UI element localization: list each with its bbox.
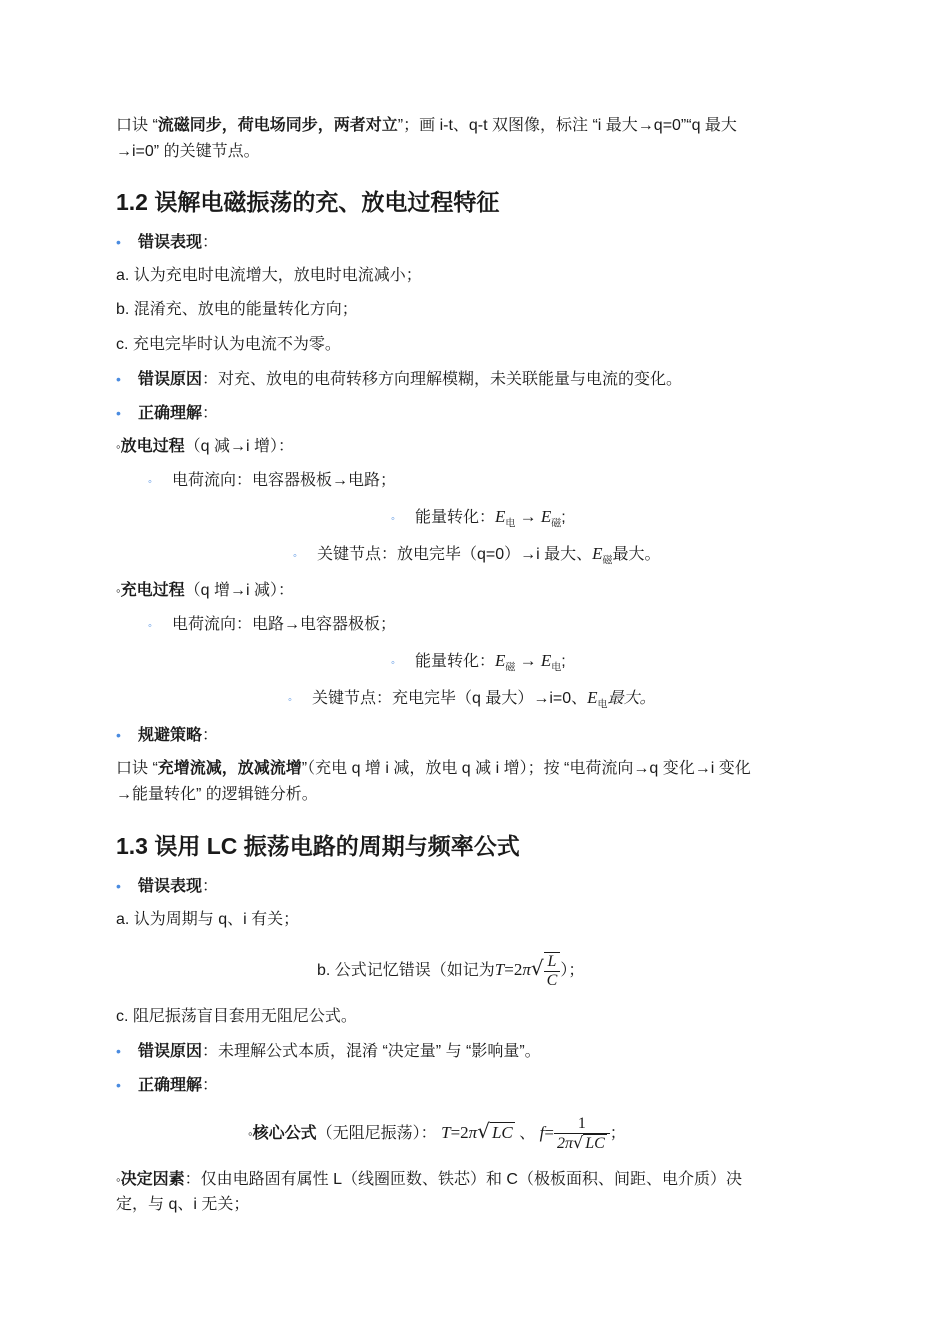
colon: ： xyxy=(202,234,219,251)
label: 充电过程 xyxy=(120,582,185,599)
circle-bullet-icon: ◦ xyxy=(116,583,121,598)
numerator: 1 xyxy=(554,1115,610,1134)
separator: 、 xyxy=(519,1125,536,1142)
math-eq: = xyxy=(544,1123,554,1142)
circle-bullet-icon: ◦ xyxy=(148,620,152,632)
circle-bullet-icon: ◦ xyxy=(116,439,121,454)
numerator: L xyxy=(544,953,561,972)
bullet-correct-understanding xyxy=(116,401,218,426)
label: 错误表现 xyxy=(138,878,203,895)
strategy-text: ”（充电 q 增 i 减，放电 q 减 i 增）；按 “电荷流向→q 变化→i 变化 xyxy=(301,760,751,777)
math-symbol: E xyxy=(587,688,598,707)
key-text: 最大。 xyxy=(612,546,661,563)
wrong-formula xyxy=(495,960,531,979)
core-formula xyxy=(248,1107,626,1158)
bullet-dot-icon: • xyxy=(116,878,121,894)
punct: ； xyxy=(609,1125,626,1142)
math-energy xyxy=(592,544,613,567)
circle-bullet-icon: ◦ xyxy=(288,694,292,706)
bullet-dot-icon: • xyxy=(116,1043,121,1059)
error-item-a: a. 认为充电时电流增大，放电时电流减小； xyxy=(116,267,422,284)
flow-text: 电荷流向：电容器极板→电路； xyxy=(172,472,397,489)
key-text: 最大。 xyxy=(607,688,656,707)
math-symbol: E xyxy=(592,544,603,563)
bullet-dot-icon: • xyxy=(116,405,121,421)
punct: ; xyxy=(561,653,566,670)
circle-bullet-icon: ◦ xyxy=(148,476,152,488)
label: 错误原因 xyxy=(138,1043,203,1060)
math-eq: =2 xyxy=(450,1123,469,1142)
charge-process xyxy=(116,579,294,603)
error-text: b. 公式记忆错误（如记为 xyxy=(317,962,495,979)
label: 决定因素 xyxy=(120,1171,185,1188)
math-sub: 电 xyxy=(551,662,562,674)
math-radicand: LC xyxy=(585,1134,605,1152)
bullet-correct-understanding-2 xyxy=(116,1073,218,1098)
math-sub: 磁 xyxy=(505,662,516,674)
fraction-frequency xyxy=(554,1115,610,1153)
discharge-energy xyxy=(391,505,566,536)
energy-label: 能量转化： xyxy=(415,653,496,670)
sqrt-icon: √ xyxy=(530,956,544,980)
math-pi: π xyxy=(522,960,531,979)
error-text: ）； xyxy=(560,962,585,979)
label: 正确理解 xyxy=(138,1077,203,1094)
intro-text: 口诀 “ xyxy=(116,117,158,134)
error-item-b: b. 混淆充、放电的能量转化方向； xyxy=(116,301,358,318)
energy-label: 能量转化： xyxy=(415,509,496,526)
note: （q 增→i 减）： xyxy=(184,582,294,599)
arrow: → xyxy=(519,651,537,670)
discharge-process xyxy=(116,435,294,459)
key-text: 关键节点：充电完毕（q 最大）→i=0、 xyxy=(312,690,588,707)
strategy-text: 口诀 “ xyxy=(116,760,158,777)
colon: ： xyxy=(202,1077,219,1094)
label: 正确理解 xyxy=(138,405,203,422)
section-heading-1-3: 1.3 误用 LC 振荡电路的周期与频率公式 xyxy=(116,833,520,859)
energy-formula xyxy=(495,507,562,530)
charge-flow xyxy=(148,613,396,638)
sqrt-icon: √ xyxy=(573,1132,584,1152)
math-energy xyxy=(587,688,608,711)
math-eq: =2 xyxy=(504,960,523,979)
circle-bullet-icon: ◦ xyxy=(293,550,297,562)
period-formula xyxy=(441,1123,477,1142)
mnemonic-bold: 流磁同步，荷电场同步，两者对立 xyxy=(157,117,398,134)
math-sub: 电 xyxy=(597,699,608,711)
label: 核心公式 xyxy=(252,1125,317,1142)
error-item-a-2: a. 认为周期与 q、i 有关； xyxy=(116,911,300,928)
error-item-c: c. 充电完毕时认为电流不为零。 xyxy=(116,336,341,353)
math-pi: π xyxy=(468,1123,478,1142)
math-sub: 磁 xyxy=(602,555,613,567)
bullet-error-manifestation-2 xyxy=(116,874,218,899)
bullet-dot-icon: • xyxy=(116,727,121,743)
denominator: C xyxy=(546,971,558,989)
circle-bullet-icon: ◦ xyxy=(391,657,395,669)
colon: ： xyxy=(202,727,219,744)
math-symbol: E xyxy=(495,507,506,526)
sqrt-icon: √ xyxy=(477,1119,490,1143)
arrow: → xyxy=(519,507,537,526)
math-symbol: E xyxy=(540,507,552,526)
math-symbol: T xyxy=(494,960,505,979)
math-radicand: LC xyxy=(491,1123,513,1142)
bullet-dot-icon: • xyxy=(116,234,121,250)
colon: ： xyxy=(202,405,219,422)
error-item-c-2: c. 阻尼振荡盲目套用无阻尼公式。 xyxy=(116,1008,357,1025)
discharge-key xyxy=(293,542,661,573)
bullet-error-cause-2 xyxy=(116,1039,541,1064)
section-heading-1-2: 1.2 误解电磁振荡的充、放电过程特征 xyxy=(116,189,500,215)
denominator-text: 2π xyxy=(556,1134,573,1152)
note: （无阻尼振荡）： xyxy=(316,1125,437,1142)
cause-text: ：未理解公式本质，混淆 “决定量” 与 “影响量”。 xyxy=(202,1043,541,1060)
math-symbol: E xyxy=(495,651,506,670)
charge-energy xyxy=(391,649,566,680)
math-sub: 电 xyxy=(505,518,516,530)
math-symbol: T xyxy=(441,1123,451,1142)
label: 错误原因 xyxy=(138,371,203,388)
flow-text: 电荷流向：电路→电容器极板； xyxy=(172,616,397,633)
mnemonic-bold: 充增流减，放减流增 xyxy=(157,760,302,777)
punct: ; xyxy=(561,509,566,526)
denominator xyxy=(554,1134,610,1153)
key-text: 关键节点：放电完毕（q=0）→i 最大、 xyxy=(317,546,593,563)
intro-line-2: →i=0” 的关键节点。 xyxy=(116,143,260,160)
bullet-error-cause xyxy=(116,367,682,392)
frequency-formula xyxy=(540,1123,554,1142)
determining-factors-line-1 xyxy=(116,1168,742,1192)
intro-line-1 xyxy=(116,114,822,138)
math-symbol: E xyxy=(540,651,552,670)
energy-formula xyxy=(495,651,562,674)
circle-bullet-icon: ◦ xyxy=(116,1172,121,1187)
math-symbol: f xyxy=(539,1123,545,1142)
label: 错误表现 xyxy=(138,234,203,251)
cause-text: ：对充、放电的电荷转移方向理解模糊，未关联能量与电流的变化。 xyxy=(202,371,683,388)
strategy-line-1 xyxy=(116,757,822,781)
bullet-dot-icon: • xyxy=(116,1077,121,1093)
strategy-line-2: →能量转化” 的逻辑链分析。 xyxy=(116,786,318,803)
bullet-avoidance-strategy xyxy=(116,723,218,748)
bullet-error-manifestation xyxy=(116,230,218,255)
intro-text: ”；画 i-t、q-t 双图像，标注 “i 最大→q=0”“q 最大 xyxy=(397,117,737,134)
label: 放电过程 xyxy=(120,438,185,455)
circle-bullet-icon: ◦ xyxy=(391,513,395,525)
factor-text: ：仅由电路固有属性 L（线圈匝数、铁芯）和 C（极板面积、间距、电介质）决 xyxy=(184,1171,742,1188)
fraction-L-over-C xyxy=(544,952,561,990)
determining-factors-line-2: 定，与 q、i 无关； xyxy=(116,1196,250,1213)
colon: ： xyxy=(202,878,219,895)
error-item-b-2 xyxy=(317,942,584,997)
circle-bullet-icon: ◦ xyxy=(248,1126,253,1141)
math-sub: 磁 xyxy=(551,518,562,530)
discharge-flow xyxy=(148,469,396,494)
note: （q 减→i 增）： xyxy=(184,438,294,455)
bullet-dot-icon: • xyxy=(116,371,121,387)
charge-key xyxy=(288,686,656,717)
label: 规避策略 xyxy=(138,727,203,744)
